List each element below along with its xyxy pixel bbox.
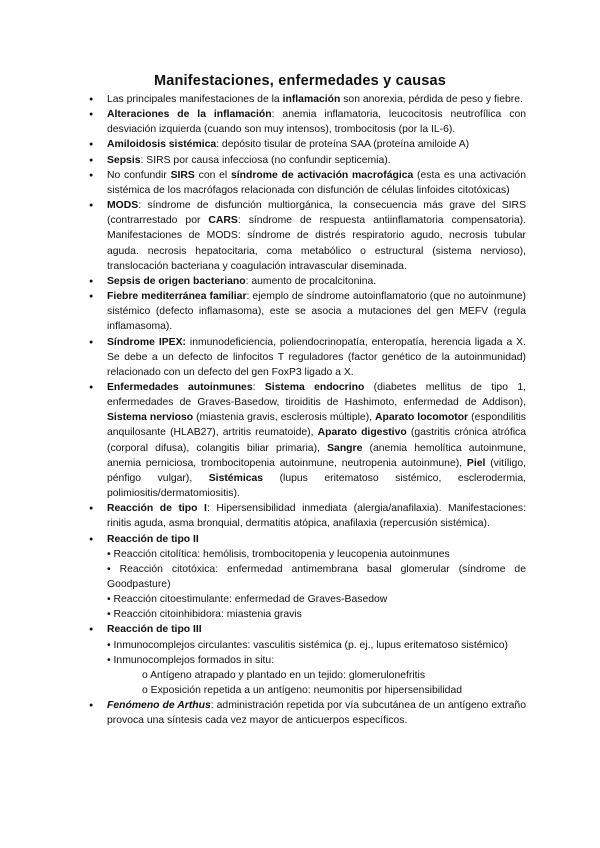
sub-sub-item: o Antígeno atrapado y plantado en un tejido: glomerulonefritis xyxy=(142,669,426,681)
item-text: No confundir xyxy=(107,169,171,181)
bullet-list xyxy=(89,92,526,729)
item-text: (espondilitis anquilosante (HLAB27), artritis reumatoide), xyxy=(107,412,526,439)
item-text: : SIRS por causa infecciosa (no confundir septicemia). xyxy=(140,154,391,166)
item-text: Las principales manifestaciones de la xyxy=(107,94,283,105)
sub-sub-item: o Exposición repetida a un antígeno: neumonitis por hipersensibilidad xyxy=(142,685,463,697)
item-term: Sepsis xyxy=(107,154,141,166)
item-text: (miastenia gravis, esclerosis múltiple), xyxy=(193,412,376,424)
item-text: (vitíligo, pénfigo vulgar), xyxy=(107,457,526,484)
item-term: Reacción de tipo II xyxy=(107,533,199,545)
list-item xyxy=(89,92,526,107)
item-term: Sistema endocrino xyxy=(264,381,365,393)
item-term: inflamación xyxy=(282,94,341,105)
list-item xyxy=(89,380,526,501)
item-term: síndrome de activación macrofágica xyxy=(231,169,414,181)
item-term: Reacción de tipo I xyxy=(107,503,207,515)
page-title: Manifestaciones, enfermedades y causas xyxy=(153,73,447,89)
item-text: : Hipersensibilidad inmediata (alergia/anafilaxia). Manifestaciones: rinitis aguda, asma bronquial, dermatitis atópica, anafilaxia (repercusión sistémica). xyxy=(107,503,526,530)
list-item xyxy=(89,501,526,531)
item-text: : síndrome de respuesta antiinflamatoria compensatoria). Manifestaciones de MODS: síndrome de distrés respiratorio agudo, necrosis tubular aguda. necrosis hepatocitaria, coma metabólico o estructural (sistema nervioso), translocación bacteriana y coagulación intravascular diseminada. xyxy=(107,215,527,272)
item-text: : ejemplo de síndrome autoinflamatorio (que no autoinmune) sistémico (defecto inflamasoma), este se asocia a mutaciones del gen MEFV (regula inflamasoma). xyxy=(107,291,526,333)
item-text: con el xyxy=(194,169,232,181)
sub-item: • Reacción citotóxica: enfermedad antimembrana basal glomerular (síndrome de Goodpasture) xyxy=(107,563,526,590)
item-text: (lupus eritematoso sistémico, esclerodermia, polimiositis/dermatomiositis). xyxy=(107,472,526,500)
item-text: (anemia hemolítica autoinmune, anemia perniciosa, trombocitopenia autoinmune, neutropenia autoinmune), xyxy=(107,442,526,469)
list-item xyxy=(89,698,526,728)
item-term: Amiloidosis sistémica xyxy=(107,139,217,151)
sub-item: • Reacción citoestimulante: enfermedad de Graves-Basedow xyxy=(107,594,388,606)
sub-item: • Inmunocomplejos formados in situ: xyxy=(107,654,275,666)
item-text: : depósito tisular de proteína SAA (proteína amiloide A) xyxy=(216,139,470,151)
sub-item: • Reacción citolítica: hemólisis, trombocitopenia y leucopenia autoinmunes xyxy=(107,548,450,560)
item-term: SIRS xyxy=(170,169,195,181)
item-text: : xyxy=(252,381,265,393)
list-item xyxy=(89,107,526,137)
item-term: Alteraciones de la inflamación xyxy=(107,109,272,121)
item-text: : administración repetida por vía subcutánea de un antígeno extraño provoca una síntesis cada vez mayor de anticuerpos específicos. xyxy=(107,700,526,727)
item-term: Aparato digestivo xyxy=(317,427,407,439)
item-term: MODS xyxy=(107,200,139,212)
sub-item: • Reacción citoinhibidora: miastenia gravis xyxy=(107,609,302,621)
item-term: Piel xyxy=(466,457,486,469)
list-item xyxy=(89,532,526,623)
list-item xyxy=(89,198,526,274)
item-term: Enfermedades autoinmunes xyxy=(107,381,253,393)
item-term: Reacción de tipo III xyxy=(107,624,202,636)
item-text: (diabetes mellitus de tipo 1, enfermedades de Graves-Basedow, tiroiditis de Hashimoto, enfermedad de Addison), xyxy=(107,381,527,409)
list-item xyxy=(89,137,526,152)
list-item xyxy=(89,622,526,698)
item-text: inmunodeficiencia, poliendocrinopatía, enteropatía, herencia ligada a X. Se debe a un defecto de linfocitos T reguladores (factor genético de la autoinmunidad) relacionado con un defecto del gen FoxP3 ligado a X. xyxy=(107,336,526,378)
item-term: Sepsis de origen bacteriano xyxy=(107,275,246,287)
list-item xyxy=(89,153,526,168)
list-item xyxy=(89,289,526,334)
item-text: son anorexia, pérdida de peso y fiebre. xyxy=(340,94,523,105)
sub-item: • Inmunocomplejos circulantes: vasculitis sistémica (p. ej., lupus eritematoso sistémico) xyxy=(107,639,508,651)
item-text: : anemia inflamatoria, leucocitosis neutrofílica con desviación izquierda (cuando son muy intensos), trombocitosis (por la IL-6). xyxy=(107,109,526,136)
item-term: Fiebre mediterránea familiar xyxy=(107,291,247,303)
item-term: Sangre xyxy=(327,442,363,454)
item-term: Aparato locomotor xyxy=(375,412,469,424)
item-term: Sistema nervioso xyxy=(107,412,194,424)
list-item xyxy=(89,168,526,198)
item-text: (esta es una activación sistémica de los macrófagos relacionada con disfunción de células linfoides citotóxicas) xyxy=(107,169,526,196)
item-text: (gastritis crónica atrófica (corporal difusa), colangitis biliar primaria), xyxy=(107,427,526,454)
item-term: Síndrome IPEX: xyxy=(107,336,186,348)
item-text: : síndrome de disfunción multiorgánica, la consecuencia más grave del SIRS (contrarrestado por xyxy=(107,200,526,227)
item-text: : aumento de procalcitonina. xyxy=(245,275,377,287)
list-item xyxy=(89,274,526,289)
list-item xyxy=(89,335,526,380)
item-term: Sistémicas xyxy=(208,472,264,484)
item-term: CARS xyxy=(208,215,238,227)
item-term: Fenómeno de Arthus xyxy=(107,700,211,712)
